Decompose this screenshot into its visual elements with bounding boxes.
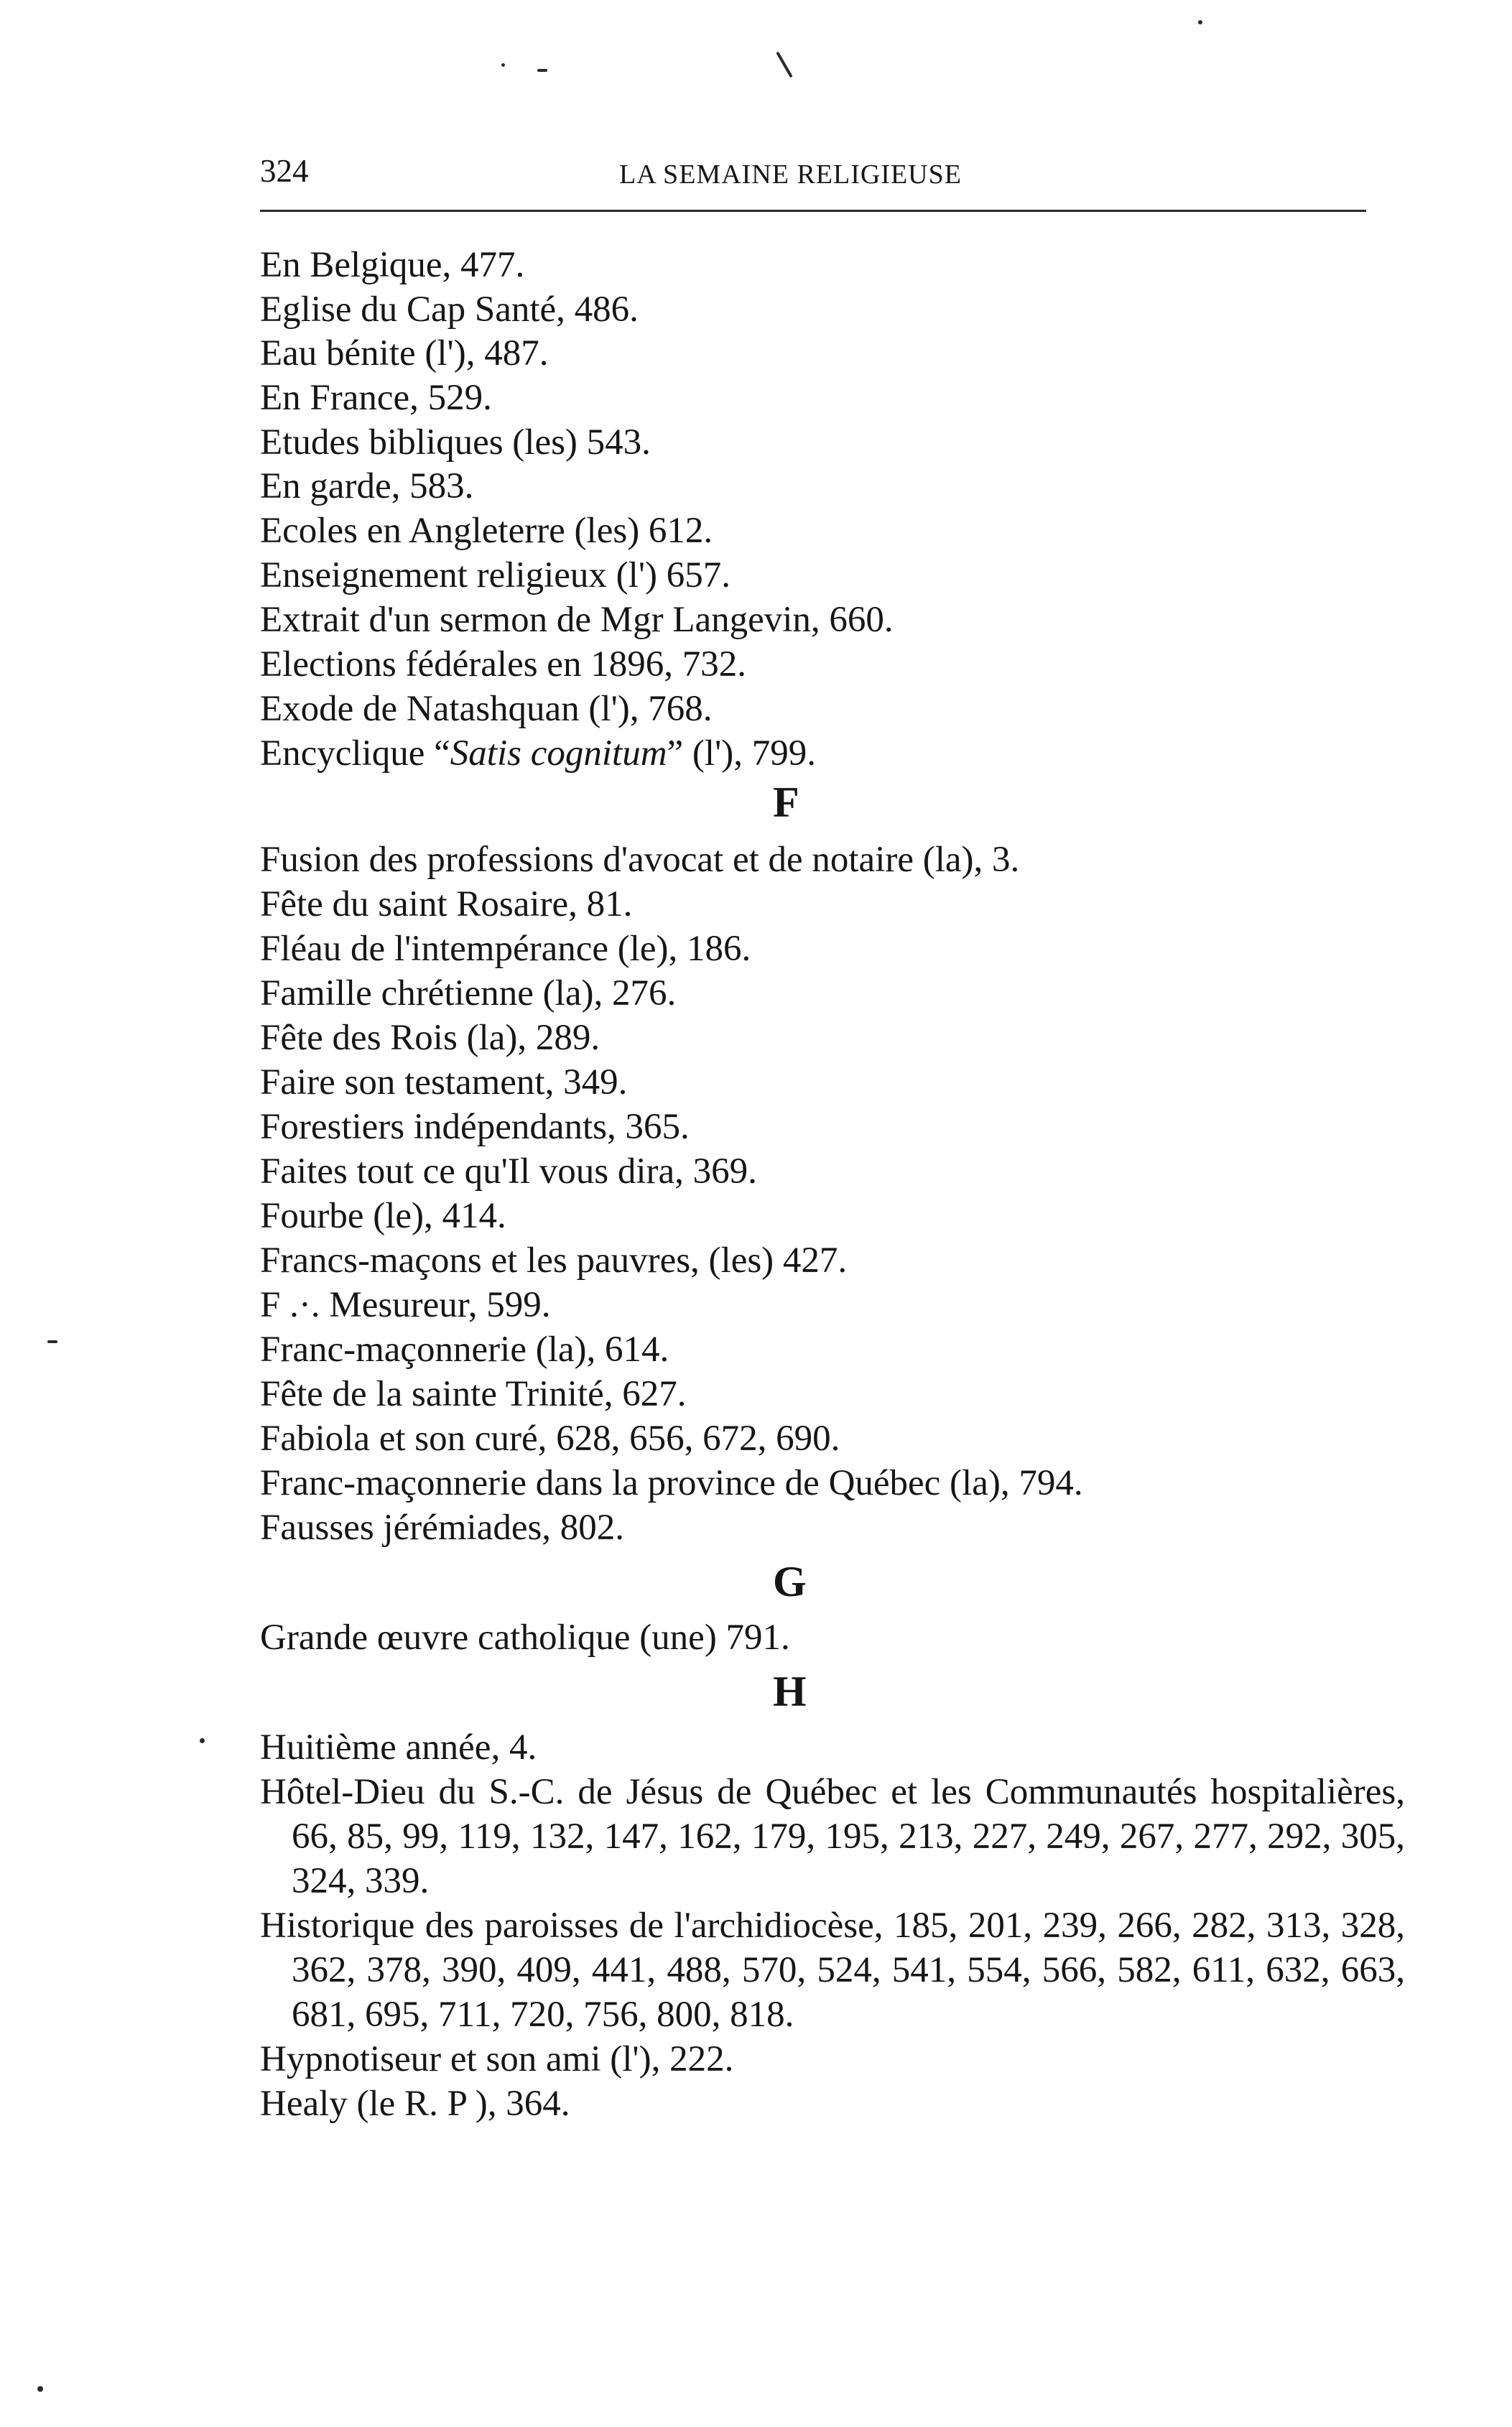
scan-speck <box>200 1738 205 1743</box>
index-entry: Fausses jérémiades, 802. <box>260 1508 625 1548</box>
scan-speck <box>537 69 547 72</box>
index-entry: Hypnotiseur et son ami (l'), 222. <box>260 2039 734 2079</box>
index-entry: Healy (le R. P ), 364. <box>260 2084 570 2124</box>
encyclique-prefix: Encyclique “ <box>260 733 450 774</box>
index-entry: En France, 529. <box>260 378 492 418</box>
index-entry: Fabiola et son curé, 628, 656, 672, 690. <box>260 1419 840 1459</box>
index-entry: Famille chrétienne (la), 276. <box>260 973 677 1013</box>
index-entry: Fusion des professions d'avocat et de notaire (la), 3. <box>260 840 1020 880</box>
index-entry: Fête de la sainte Trinité, 627. <box>260 1374 687 1414</box>
index-entry: Fête des Rois (la), 289. <box>260 1018 600 1058</box>
index-entry: Huitième année, 4. <box>260 1727 537 1768</box>
index-entry: Faire son testament, 349. <box>260 1062 628 1103</box>
index-entry: Forestiers indépendants, 365. <box>260 1107 690 1147</box>
index-entry-multiline: Hôtel-Dieu du S.-C. de Jésus de Québec et les Communautés hospitalières, 66, 85, 99, 119, 132, 147, 162, 179, 195, 213, 227, 249, 267, 277, 292, 305, 324, 339. <box>260 1772 1405 1901</box>
section-letter-h: H <box>773 1668 807 1715</box>
index-entry-multiline: Historique des paroisses de l'archidiocèse, 185, 201, 239, 266, 282, 313, 328, 362, 378, 390, 409, 441, 488, 570, 524, 541, 554, 566, 582, 611, 632, 663, 681, 695, 711, 720, 756, 800, 818. <box>260 1906 1405 2035</box>
encyclique-suffix: ” (l'), 799. <box>667 733 817 774</box>
index-entry: Francs-maçons et les pauvres, (les) 427. <box>260 1240 848 1281</box>
index-entry: Faites tout ce qu'Il vous dira, 369. <box>260 1151 757 1192</box>
index-entry: Exode de Natashquan (l'), 768. <box>260 689 713 729</box>
scan-speck <box>1198 20 1202 24</box>
index-entry: En garde, 583. <box>260 466 474 506</box>
running-title: LA SEMAINE RELIGIEUSE <box>619 159 962 190</box>
index-entry: Eglise du Cap Santé, 486. <box>260 289 639 330</box>
section-letter-g: G <box>773 1558 807 1605</box>
scan-speck <box>776 52 792 78</box>
index-entry: En Belgique, 477. <box>260 245 525 285</box>
index-entry: Fourbe (le), 414. <box>260 1196 506 1236</box>
index-entry: F .·. Mesureur, 599. <box>260 1285 551 1325</box>
index-entry: Franc-maçonnerie (la), 614. <box>260 1329 669 1370</box>
scan-speck <box>47 1340 57 1343</box>
page-number: 324 <box>260 153 309 189</box>
index-entry: Eau bénite (l'), 487. <box>260 333 549 373</box>
index-entry: Enseignement religieux (l') 657. <box>260 555 731 595</box>
index-entry: Franc-maçonnerie dans la province de Québec (la), 794. <box>260 1463 1083 1503</box>
index-entry: Fléau de l'intempérance (le), 186. <box>260 929 751 969</box>
scan-speck <box>501 63 505 67</box>
index-entry-encyclique <box>260 731 816 776</box>
index-entry: Ecoles en Angleterre (les) 612. <box>260 511 713 551</box>
scan-speck <box>37 2386 43 2392</box>
encyclique-title: Satis cognitum <box>450 733 667 774</box>
index-entry: Grande œuvre catholique (une) 791. <box>260 1618 790 1658</box>
index-entry: Extrait d'un sermon de Mgr Langevin, 660. <box>260 600 894 640</box>
index-entry: Etudes bibliques (les) 543. <box>260 422 651 463</box>
index-entry: Fête du saint Rosaire, 81. <box>260 884 633 924</box>
section-letter-f: F <box>773 779 799 826</box>
header-rule <box>260 210 1366 212</box>
index-entry: Elections fédérales en 1896, 732. <box>260 644 746 685</box>
